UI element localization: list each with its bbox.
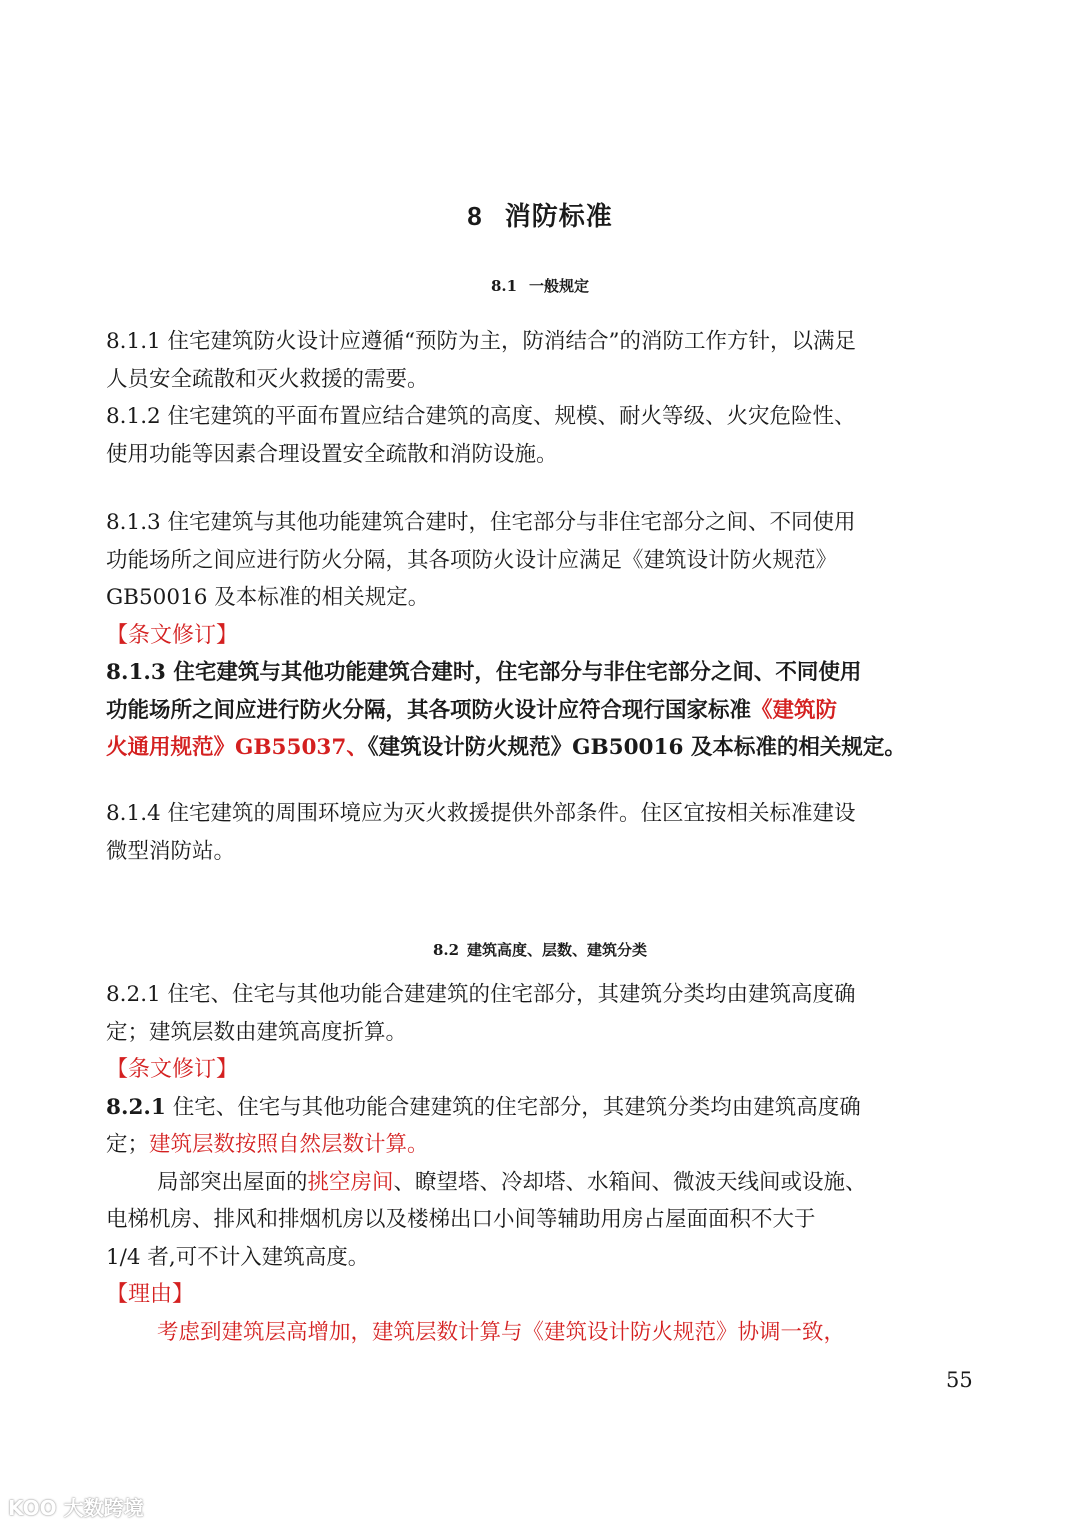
clause-line: 8.1.3 住宅建筑与其他功能建筑合建时，住宅部分与非住宅部分之间、不同使用 <box>106 510 856 535</box>
chapter-title <box>0 196 1080 233</box>
section-number: 8.1 <box>490 277 518 295</box>
chapter-number: 8 <box>467 201 483 231</box>
note-line: 1/4 者,可不计入建筑高度。 <box>106 1244 370 1270</box>
highlight-span: 《建筑防 <box>751 697 838 723</box>
section-name: 一般规定 <box>529 277 590 295</box>
clause-number: 8.2.1 <box>106 1094 166 1120</box>
text-span: 住宅、住宅与其他功能合建建筑的住宅部分，其建筑分类均由建筑高度确 <box>165 1094 861 1120</box>
note-line: 电梯机房、排风和排烟机房以及楼梯出口小间等辅助用房占屋面面积不大于 <box>106 1207 816 1232</box>
text-span: 局部突出屋面的 <box>157 1169 308 1195</box>
reason-tag: 【理由】 <box>106 1282 195 1307</box>
watermark-logo <box>8 1492 144 1521</box>
revised-clause-line <box>106 692 976 730</box>
logo-icon: KOO <box>8 1496 64 1520</box>
clause-line: 8.1.1 住宅建筑防火设计应遵循“预防为主，防消结合”的消防工作方针，以满足 <box>106 329 857 354</box>
clause-8-1-3-original <box>106 504 976 767</box>
revised-clause-line <box>106 1089 976 1127</box>
revised-clause-line: 8.1.3 住宅建筑与其他功能建筑合建时，住宅部分与非住宅部分之间、不同使用 <box>106 660 862 685</box>
chapter-name: 消防标准 <box>504 202 613 232</box>
highlight-span: 建筑层数按照自然层数计算。 <box>149 1132 429 1157</box>
section-title-8-2 <box>0 939 1080 960</box>
clause-line: 使用功能等因素合理设置安全疏散和消防设施。 <box>106 441 558 467</box>
text-span: 功能场所之间应进行防火分隔，其各项防火设计应符合现行国家标准 <box>106 697 752 723</box>
clause-line: GB50016 及本标准的相关规定。 <box>106 585 430 610</box>
revised-clause-line <box>106 729 976 767</box>
note-line <box>106 1164 976 1202</box>
revision-tag: 【条文修订】 <box>106 1057 239 1082</box>
clause-line: 8.1.4 住宅建筑的周围环境应为灭火救援提供外部条件。住区宜按相关标准建设 <box>106 801 856 826</box>
text-span: 、瞭望塔、冷却塔、水箱间、微波天线间或设施、 <box>393 1169 867 1195</box>
clause-8-1-1 <box>106 323 976 473</box>
reason-text: 考虑到建筑层高增加，建筑层数计算与《建筑设计防火规范》协调一致， <box>157 1319 846 1345</box>
revised-clause-line <box>106 1126 976 1164</box>
revision-tag: 【条文修订】 <box>106 622 239 648</box>
watermark-text: 大数跨境 <box>63 1496 144 1520</box>
clause-line: 人员安全疏散和灭火救援的需要。 <box>106 366 429 392</box>
text-span: 定； <box>106 1132 150 1157</box>
section-number: 8.2 <box>432 941 460 959</box>
clause-line: 功能场所之间应进行防火分隔，其各项防火设计应满足《建筑设计防火规范》 <box>106 547 838 573</box>
highlight-span: 火通用规范》GB55037、 <box>106 735 368 760</box>
text-span: 《建筑设计防火规范》GB50016 及本标准的相关规定。 <box>367 735 906 760</box>
section-title-8-1 <box>0 275 1080 296</box>
section-name: 建筑高度、层数、建筑分类 <box>467 941 648 959</box>
clause-8-2-1 <box>106 976 976 1351</box>
clause-line: 定；建筑层数由建筑高度折算。 <box>106 1019 408 1045</box>
clause-8-1-4 <box>106 795 976 870</box>
page-number: 55 <box>946 1368 973 1392</box>
clause-line: 8.1.2 住宅建筑的平面布置应结合建筑的高度、规模、耐火等级、火灾危险性、 <box>106 404 856 429</box>
clause-line: 8.2.1 住宅、住宅与其他功能合建建筑的住宅部分，其建筑分类均由建筑高度确 <box>106 982 856 1007</box>
highlight-span: 挑空房间 <box>307 1169 394 1195</box>
clause-line: 微型消防站。 <box>106 838 236 864</box>
